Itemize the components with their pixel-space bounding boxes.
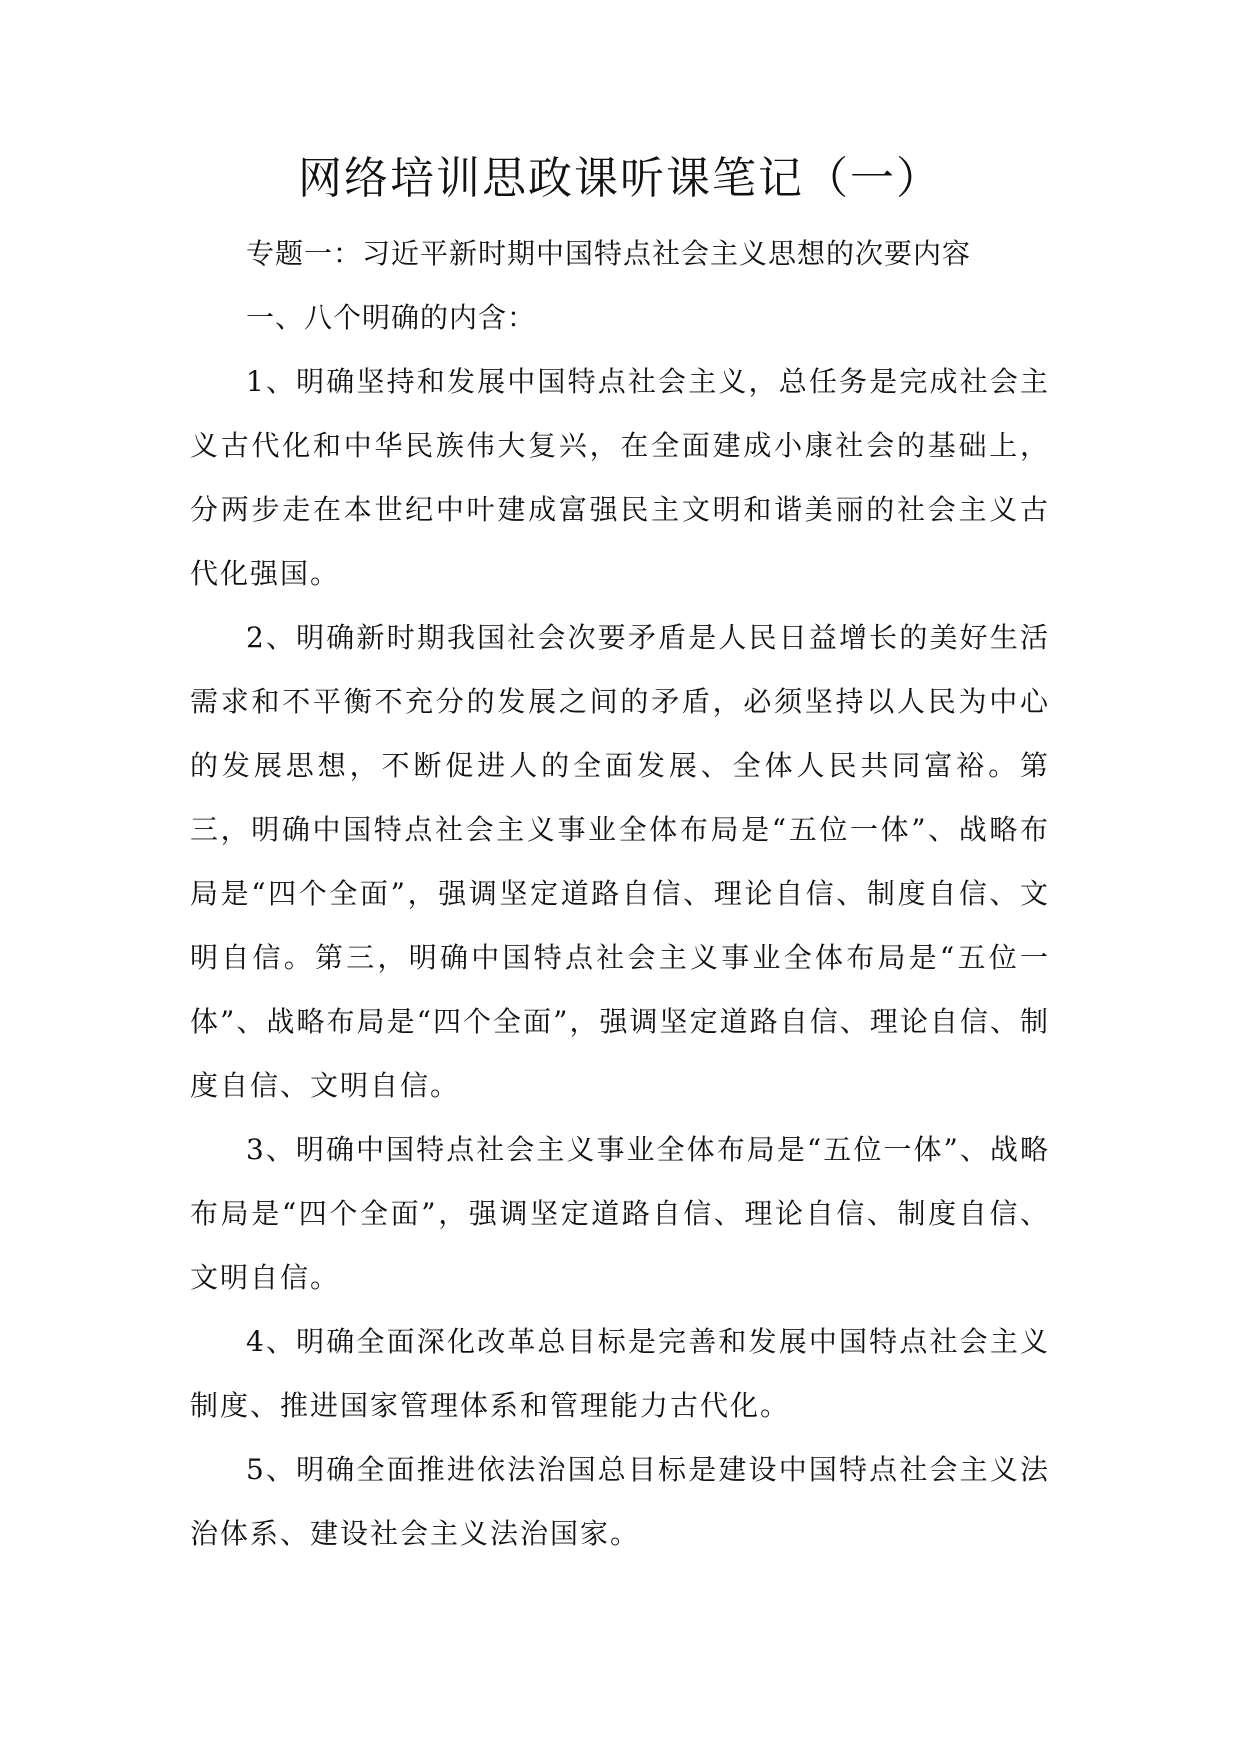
paragraph-1: 1、明确坚持和发展中国特点社会主义，总任务是完成社会主义古代化和中华民族伟大复兴，在全面建成小康社会的基础上，分两步走在本世纪中叶建成富强民主文明和谐美丽的社会主义古代化强国。 <box>190 365 1050 590</box>
paragraph-5: 5、明确全面推进依法治国总目标是建设中国特点社会主义法治体系、建设社会主义法治国家。 <box>190 1453 1050 1550</box>
section-heading: 一、八个明确的内含： <box>246 301 537 334</box>
document-subtitle: 专题一：习近平新时期中国特点社会主义思想的次要内容 <box>246 237 972 270</box>
document-page <box>190 150 1050 1566</box>
paragraph-3: 3、明确中国特点社会主义事业全体布局是“五位一体”、战略布局是“四个全面”，强调坚定道路自信、理论自信、制度自信、文明自信。 <box>190 1133 1050 1294</box>
paragraph-2: 2、明确新时期我国社会次要矛盾是人民日益增长的美好生活需求和不平衡不充分的发展之间的矛盾，必须坚持以人民为中心的发展思想，不断促进人的全面发展、全体人民共同富裕。第三，明确中国特点社会主义事业全体布局是“五位一体”、战略布局是“四个全面”，强调坚定道路自信、理论自信、制度自信、文明自信。第三，明确中国特点社会主义事业全体布局是“五位一体”、战略布局是“四个全面”，强调坚定道路自信、理论自信、制度自信、文明自信。 <box>190 621 1050 1102</box>
paragraph-4: 4、明确全面深化改革总目标是完善和发展中国特点社会主义制度、推进国家管理体系和管理能力古代化。 <box>190 1325 1050 1422</box>
document-title: 网络培训思政课听课笔记（一） <box>298 153 942 204</box>
